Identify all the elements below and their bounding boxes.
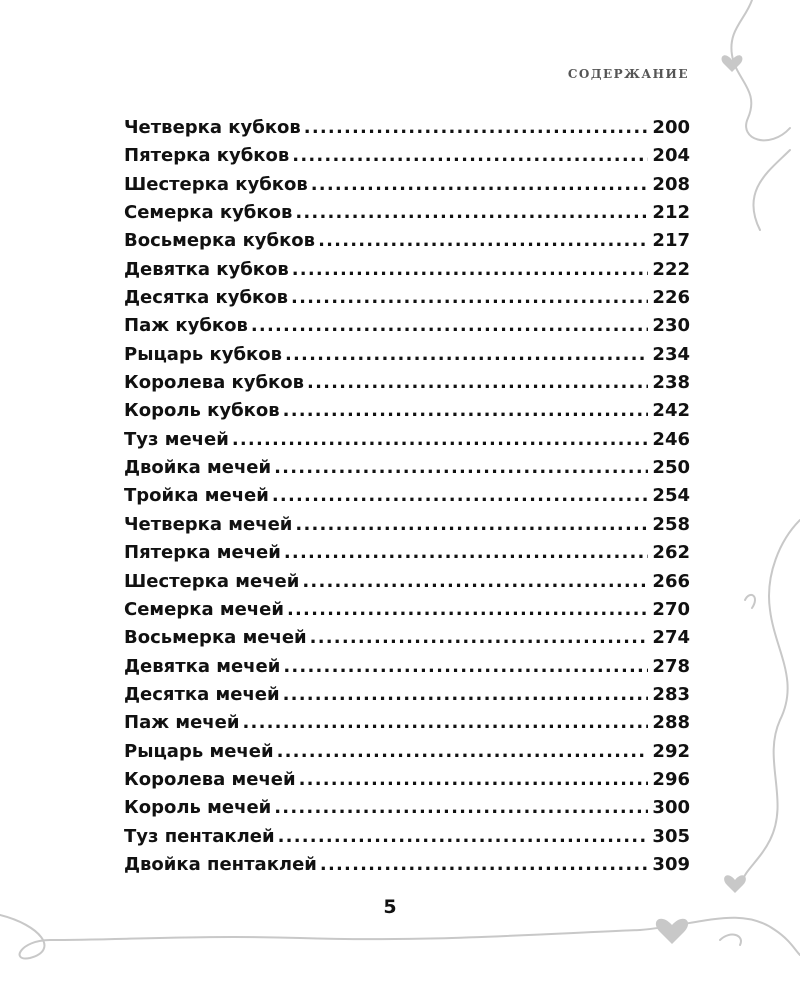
toc-entry-title: Рыцарь мечей bbox=[124, 740, 274, 762]
toc-entry-page: 226 bbox=[652, 287, 690, 309]
toc-entry-title: Рыцарь кубков bbox=[124, 343, 282, 365]
toc-entry-page: 254 bbox=[652, 485, 690, 507]
dot-leader bbox=[243, 709, 649, 737]
toc-entry bbox=[124, 738, 690, 766]
toc-entry-title: Пятерка кубков bbox=[124, 145, 290, 167]
toc-entry bbox=[124, 709, 690, 737]
toc-entry-page: 305 bbox=[652, 825, 690, 847]
toc-entry bbox=[124, 256, 690, 284]
toc-entry bbox=[124, 596, 690, 624]
toc-entry bbox=[124, 341, 690, 369]
toc-entry-page: 266 bbox=[652, 570, 690, 592]
toc-entry-title: Семерка кубков bbox=[124, 202, 293, 224]
dot-leader bbox=[295, 199, 648, 227]
toc-entry-title: Восьмерка мечей bbox=[124, 627, 307, 649]
toc-entry-page: 242 bbox=[652, 400, 690, 422]
toc-entry-title: Паж кубков bbox=[124, 315, 248, 337]
toc-entry bbox=[124, 227, 690, 255]
toc-entry-page: 204 bbox=[652, 145, 690, 167]
toc-entry bbox=[124, 369, 690, 397]
toc-entry bbox=[124, 539, 690, 567]
toc-entry-page: 292 bbox=[652, 740, 690, 762]
toc-entry-page: 246 bbox=[652, 428, 690, 450]
toc-entry-title: Двойка мечей bbox=[124, 457, 272, 479]
dot-leader bbox=[320, 851, 649, 879]
heart-icon bbox=[722, 55, 743, 72]
toc-entry-title: Десятка кубков bbox=[124, 287, 289, 309]
toc-entry bbox=[124, 766, 690, 794]
toc-entry-page: 250 bbox=[652, 457, 690, 479]
toc-entry-title: Десятка мечей bbox=[124, 683, 280, 705]
toc-entry bbox=[124, 653, 690, 681]
toc-entry-title: Двойка пентаклей bbox=[124, 853, 317, 875]
toc-entry-title: Шестерка кубков bbox=[124, 173, 308, 195]
toc-entry-page: 222 bbox=[652, 258, 690, 280]
dot-leader bbox=[283, 397, 649, 425]
toc-entry-title: Король кубков bbox=[124, 400, 280, 422]
toc-entry-title: Король мечей bbox=[124, 797, 272, 819]
toc-entry-page: 217 bbox=[652, 230, 690, 252]
dot-leader bbox=[274, 794, 648, 822]
toc-entry bbox=[124, 794, 690, 822]
toc-entry-page: 309 bbox=[652, 853, 690, 875]
toc-entry-title: Туз мечей bbox=[124, 428, 229, 450]
toc-entry bbox=[124, 114, 690, 142]
toc-entry-page: 274 bbox=[652, 627, 690, 649]
toc-entry-page: 288 bbox=[652, 712, 690, 734]
toc-entry bbox=[124, 312, 690, 340]
toc-entry-page: 234 bbox=[652, 343, 690, 365]
toc-entry-page: 200 bbox=[652, 117, 690, 138]
dot-leader bbox=[283, 681, 649, 709]
running-head: СОДЕРЖАНИЕ bbox=[567, 67, 689, 81]
toc-entry-page: 262 bbox=[652, 542, 690, 564]
toc-entry-page: 283 bbox=[652, 683, 690, 705]
dot-leader bbox=[274, 454, 648, 482]
toc-entry bbox=[124, 624, 690, 652]
dot-leader bbox=[284, 539, 649, 567]
toc-entry-page: 238 bbox=[652, 372, 690, 394]
toc-entry-title: Семерка мечей bbox=[124, 598, 284, 620]
dot-leader bbox=[287, 596, 648, 624]
toc-entry-page: 212 bbox=[652, 202, 690, 224]
dot-leader bbox=[272, 482, 649, 510]
toc-entry-page: 300 bbox=[652, 797, 690, 819]
dot-leader bbox=[292, 142, 648, 170]
page-number: 5 bbox=[383, 896, 397, 918]
dot-leader bbox=[318, 227, 648, 255]
toc-entry-page: 278 bbox=[652, 655, 690, 677]
dot-leader bbox=[310, 624, 649, 652]
dot-leader bbox=[311, 171, 649, 199]
dot-leader bbox=[291, 284, 648, 312]
dot-leader bbox=[299, 766, 649, 794]
dot-leader bbox=[302, 568, 648, 596]
toc-entry-title: Девятка мечей bbox=[124, 655, 281, 677]
toc-entry-page: 296 bbox=[652, 768, 690, 790]
toc-entry-page: 208 bbox=[652, 173, 690, 195]
table-of-contents bbox=[124, 114, 690, 879]
toc-entry bbox=[124, 511, 690, 539]
toc-entry bbox=[124, 142, 690, 170]
toc-entry-title: Девятка кубков bbox=[124, 258, 289, 280]
dot-leader bbox=[304, 114, 649, 142]
toc-entry bbox=[124, 482, 690, 510]
heart-icon bbox=[656, 919, 688, 944]
dot-leader bbox=[232, 426, 649, 454]
dot-leader bbox=[307, 369, 648, 397]
toc-entry bbox=[124, 454, 690, 482]
dot-leader bbox=[283, 653, 648, 681]
toc-entry bbox=[124, 199, 690, 227]
toc-entry-title: Тройка мечей bbox=[124, 485, 269, 507]
dot-leader bbox=[278, 823, 649, 851]
toc-entry-title: Туз пентаклей bbox=[124, 825, 275, 847]
toc-entry bbox=[124, 284, 690, 312]
toc-entry-title: Шестерка мечей bbox=[124, 570, 300, 592]
toc-entry-title: Паж мечей bbox=[124, 712, 240, 734]
dot-leader bbox=[295, 511, 648, 539]
toc-entry-title: Четверка кубков bbox=[124, 117, 301, 138]
toc-entry-title: Восьмерка кубков bbox=[124, 230, 316, 252]
heart-icon bbox=[724, 875, 746, 893]
toc-entry bbox=[124, 397, 690, 425]
dot-leader bbox=[285, 341, 648, 369]
toc-entry-page: 258 bbox=[652, 513, 690, 535]
dot-leader bbox=[292, 256, 649, 284]
toc-entry-title: Королева мечей bbox=[124, 768, 296, 790]
toc-entry-page: 230 bbox=[652, 315, 690, 337]
toc-entry bbox=[124, 851, 690, 879]
dot-leader bbox=[251, 312, 649, 340]
toc-entry bbox=[124, 568, 690, 596]
toc-entry-title: Королева кубков bbox=[124, 372, 305, 394]
toc-entry bbox=[124, 681, 690, 709]
toc-entry bbox=[124, 823, 690, 851]
dot-leader bbox=[277, 738, 649, 766]
toc-entry-title: Четверка мечей bbox=[124, 513, 293, 535]
toc-entry-page: 270 bbox=[652, 598, 690, 620]
toc-entry bbox=[124, 171, 690, 199]
toc-entry bbox=[124, 426, 690, 454]
toc-entry-title: Пятерка мечей bbox=[124, 542, 281, 564]
